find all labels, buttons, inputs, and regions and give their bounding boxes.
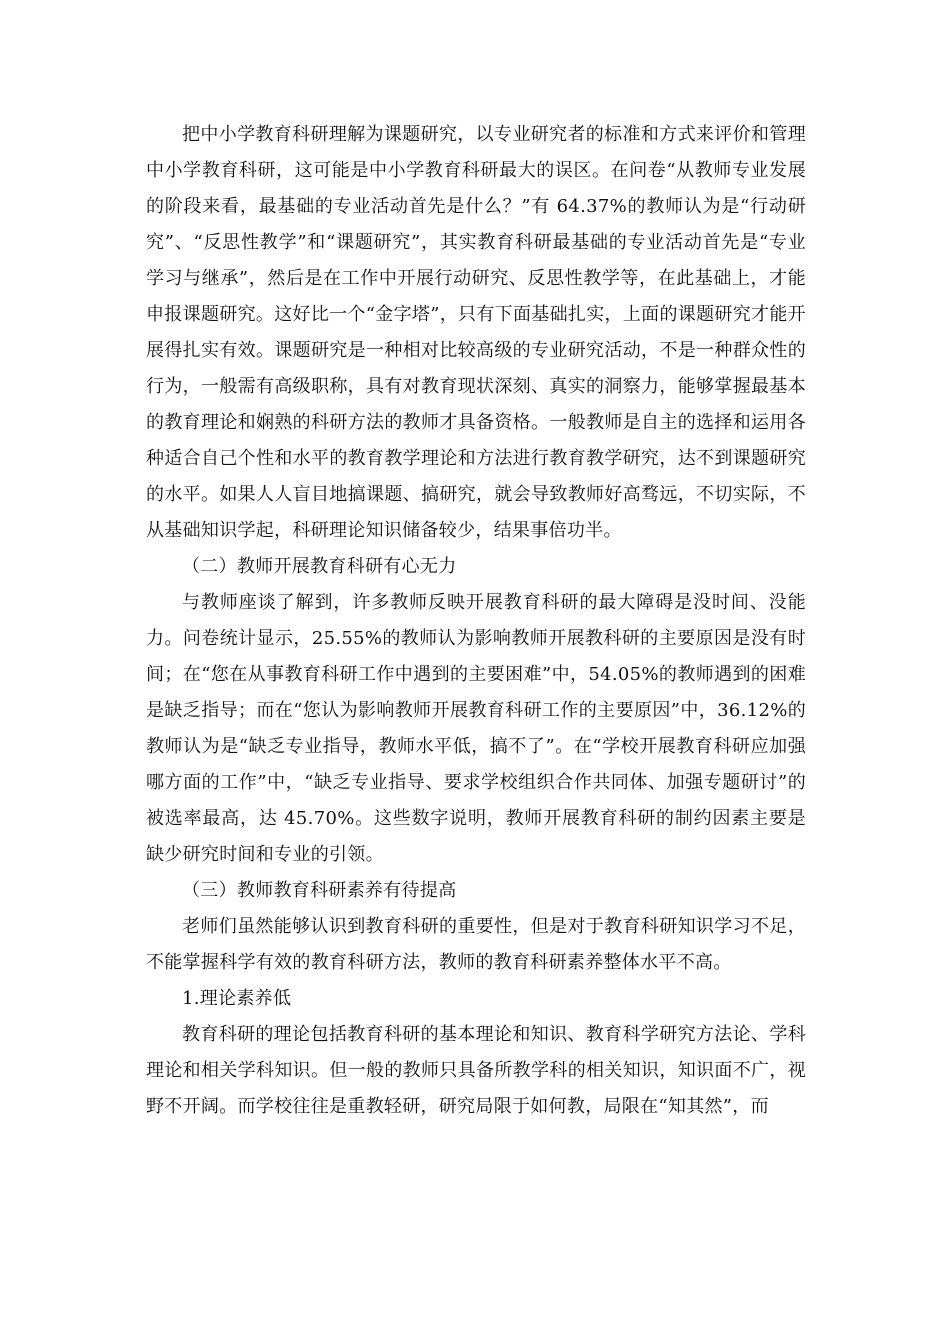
paragraph-literacy: 老师们虽然能够认识到教育科研的重要性，但是对于教育科研知识学习不足，不能掌握科学有效的教育科研方法，教师的教育科研素养整体水平不高。: [146, 916, 806, 973]
paragraph-lack-of-capacity: 与教师座谈了解到，许多教师反映开展教育科研的最大障碍是没时间、没能力。问卷统计显示，25.55%的教师认为影响教师开展教科研的主要原因是没有时间；在“您在从事教育科研工作中遇到的主要困难”中，54.05%的教师遇到的困难是缺乏指导；而在“您认为影响教师开展教育科研工作的主要原因”中，36.12%的教师认为是“缺乏专业指导，教师水平低，搞不了”。在“学校开展教育科研应加强哪方面的工作”中，“缺乏专业指导、要求学校组织合作共同体、加强专题研讨”的被选率最高，达 45.70%。这些数字说明，教师开展教育科研的制约因素主要是缺少研究时间和专业的引领。: [146, 592, 806, 865]
subsection-heading-1: 1.理论素养低: [182, 988, 292, 1009]
document-body: [146, 117, 806, 1125]
section-heading-3: （三）教师教育科研素养有待提高: [182, 880, 457, 901]
section-heading-2: （二）教师开展教育科研有心无力: [182, 556, 457, 577]
paragraph-misunderstanding: 把中小学教育科研理解为课题研究，以专业研究者的标准和方式来评价和管理中小学教育科研，这可能是中小学教育科研最大的误区。在问卷“从教师专业发展的阶段来看，最基础的专业活动首先是什么？”有 64.37%的教师认为是“行动研究”、“反思性教学”和“课题研究”，其实教育科研最基础的专业活动首先是“专业学习与继承”，然后是在工作中开展行动研究、反思性教学等，在此基础上，才能申报课题研究。这好比一个“金字塔”，只有下面基础扎实，上面的课题研究才能开展得扎实有效。课题研究是一种相对比较高级的专业研究活动，不是一种群众性的行为，一般需有高级职称，具有对教育现状深刻、真实的洞察力，能够掌握最基本的教育理论和娴熟的科研方法的教师才具备资格。一般教师是自主的选择和运用各种适合自己个性和水平的教育教学理论和方法进行教育教学研究，达不到课题研究的水平。如果人人盲目地搞课题、搞研究，就会导致教师好高骛远，不切实际，不从基础知识学起，科研理论知识储备较少，结果事倍功半。: [146, 124, 806, 541]
paragraph-theory: 教育科研的理论包括教育科研的基本理论和知识、教育科学研究方法论、学科理论和相关学科知识。但一般的教师只具备所教学科的相关知识，知识面不广，视野不开阔。而学校往往是重教轻研，研究局限于如何教，局限在“知其然”，而: [146, 1024, 806, 1117]
